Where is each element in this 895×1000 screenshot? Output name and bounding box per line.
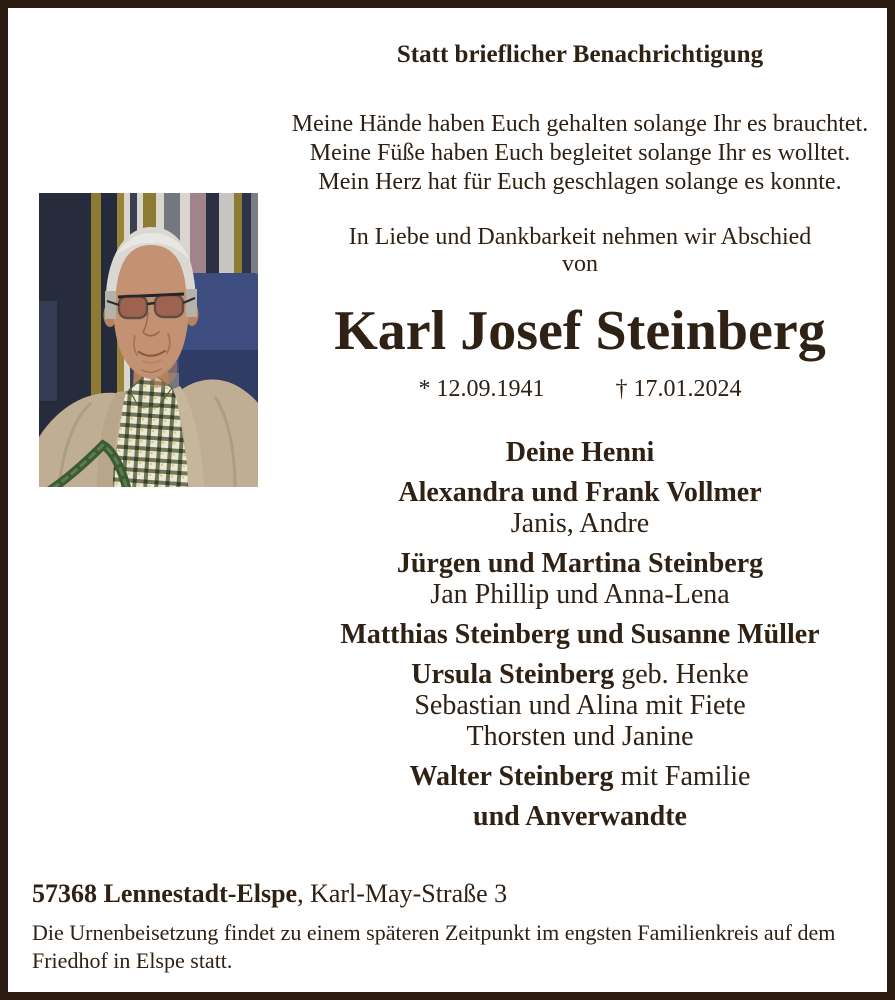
mourner-line — [275, 477, 885, 508]
mourner-name-bold: Walter Steinberg — [409, 761, 614, 792]
mourner-name-bold: Matthias Steinberg und Susanne Müller — [340, 619, 820, 650]
mourner-name-regular: Janis, Andre — [510, 508, 650, 539]
farewell-intro-line: In Liebe und Dankbarkeit nehmen wir Abschied — [348, 224, 812, 250]
mourner-line — [275, 659, 885, 690]
mourner-name-regular: Thorsten und Janine — [466, 721, 694, 752]
mourner-line — [275, 721, 885, 752]
mourner-line — [275, 619, 885, 650]
mourner-name-bold: Jürgen und Martina Steinberg — [396, 548, 764, 579]
mourner-name-bold: Deine Henni — [505, 437, 655, 468]
death-date: † 17.01.2024 — [615, 376, 742, 402]
mourner-name-regular: Sebastian und Alina mit Fiete — [414, 690, 746, 721]
mourner-line — [275, 761, 885, 792]
burial-notice-line: Die Urnenbeisetzung findet zu einem späteren Zeitpunkt im engsten Familienkreis auf dem — [32, 920, 836, 945]
mourner-line — [275, 579, 885, 610]
mourners-list — [275, 437, 885, 832]
address-street: , Karl-May-Straße 3 — [297, 879, 508, 908]
poem-line: Mein Herz hat für Euch geschlagen solange es konnte. — [318, 169, 842, 195]
address-city: 57368 Lennestadt-Elspe — [32, 879, 298, 908]
mourner-name-bold: Ursula Steinberg — [411, 659, 615, 690]
poem-line: Meine Füße haben Euch begleitet solange Ihr es wolltet. — [309, 140, 851, 166]
mourner-name-bold: Alexandra und Frank Vollmer — [398, 477, 762, 508]
portrait-photo-svg — [39, 193, 258, 487]
farewell-intro-von: von — [562, 251, 598, 277]
portrait-photo — [39, 193, 258, 487]
notice-header: Statt brieflicher Benachrichtigung — [396, 41, 764, 68]
poem — [275, 110, 885, 197]
address-line — [32, 881, 507, 907]
deceased-name: Karl Josef Steinberg — [334, 300, 826, 362]
mourner-name-regular: Jan Phillip und Anna-Lena — [430, 579, 730, 610]
mourner-line — [275, 690, 885, 721]
birth-date: * 12.09.1941 — [418, 376, 545, 402]
text-column — [275, 0, 885, 1000]
mourner-name-bold: und Anverwandte — [473, 801, 687, 832]
poem-line: Meine Hände haben Euch gehalten solange Ihr es brauchtet. — [291, 111, 869, 137]
mourner-line — [275, 437, 885, 468]
mourner-line — [275, 508, 885, 539]
life-dates — [275, 377, 885, 401]
burial-notice — [32, 919, 867, 975]
burial-notice-line: Friedhof in Elspe statt. — [32, 948, 233, 973]
mourner-line — [275, 548, 885, 579]
mourner-name-regular: mit Familie — [613, 761, 751, 792]
farewell-intro — [275, 224, 885, 278]
mourner-line — [275, 801, 885, 832]
mourner-name-regular: geb. Henke — [614, 659, 749, 690]
